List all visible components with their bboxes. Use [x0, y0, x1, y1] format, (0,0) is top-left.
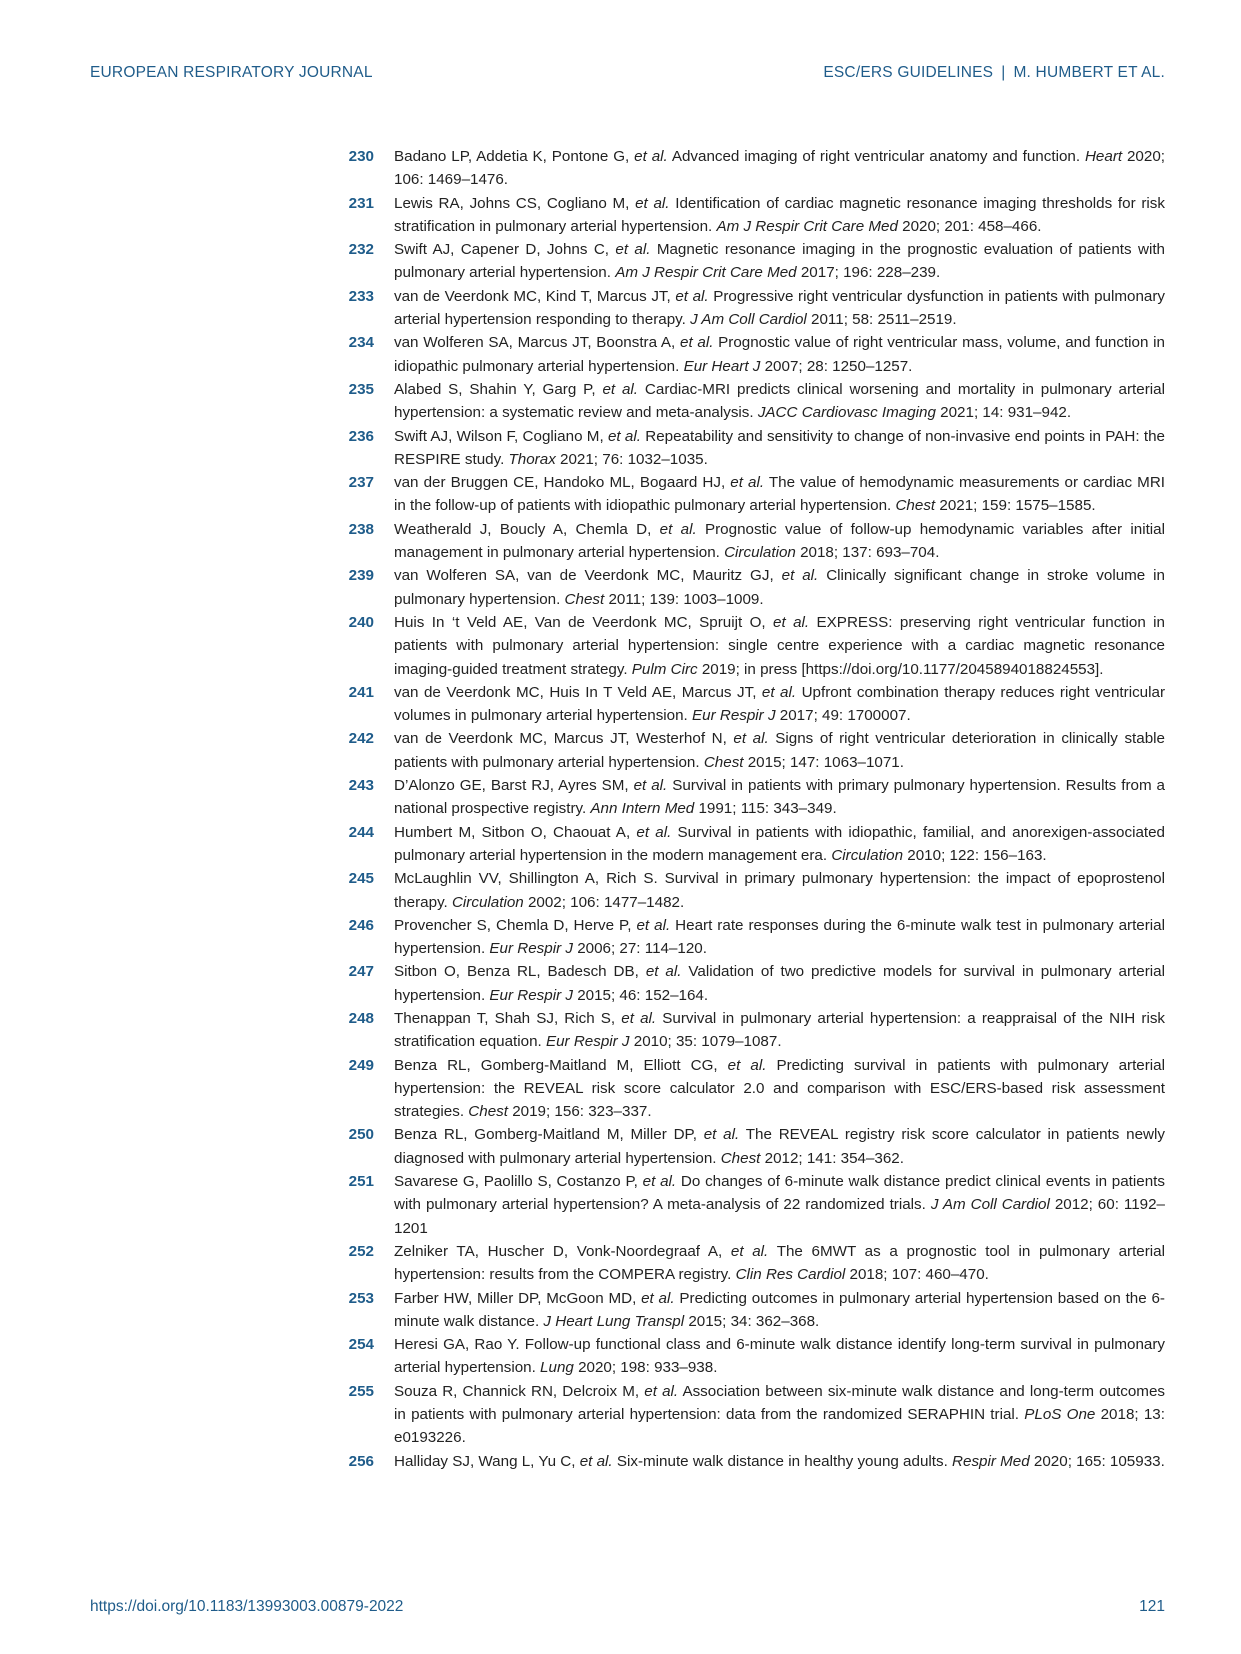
reference-number: 244: [348, 823, 374, 841]
reference-number: 249: [348, 1056, 374, 1074]
reference-journal: Lung: [540, 1359, 574, 1377]
reference-item: [340, 774, 1165, 821]
reference-journal: Am J Respir Crit Care Med: [716, 217, 898, 235]
reference-text: [394, 917, 1165, 957]
reference-text: [394, 1010, 1165, 1050]
reference-etal: et al.: [621, 1009, 657, 1027]
reference-citation: 2007; 28: 1250–1257.: [760, 357, 913, 375]
reference-authors: Heresi GA, Rao Y. Follow-up functional class and 6-minute walk distance identify long-term survival in pulmonary arterial hypertension.: [394, 1336, 1165, 1377]
reference-etal: et al.: [680, 334, 714, 352]
reference-item: [340, 821, 1165, 868]
reference-title: Cardiac-MRI predicts clinical worsening and mortality in pulmonary arterial hypertension: a systematic review and meta-analysis.: [394, 380, 1165, 422]
reference-title: Survival in patients with idiopathic, familial, and anorexigen-associated pulmonary arterial hypertension in the modern management era.: [394, 823, 1166, 864]
reference-item: [340, 727, 1165, 774]
reference-authors: Alabed S, Shahin Y, Garg P,: [394, 380, 603, 398]
reference-text: [394, 963, 1165, 1003]
reference-item: [340, 564, 1165, 611]
reference-authors: Zelniker TA, Huscher D, Vonk-Noordegraaf A,: [394, 1242, 731, 1260]
reference-journal: Am J Respir Crit Care Med: [615, 264, 797, 282]
reference-number: 254: [348, 1336, 374, 1354]
reference-journal: Ann Intern Med: [590, 800, 695, 818]
reference-text: [394, 684, 1165, 724]
reference-text: [394, 1453, 1165, 1470]
reference-etal: et al.: [641, 1289, 675, 1307]
reference-citation: 2011; 139: 1003–1009.: [604, 590, 764, 608]
reference-item: [340, 1450, 1165, 1473]
reference-text: [394, 870, 1165, 910]
reference-journal: Eur Respir J: [489, 986, 573, 1004]
reference-item: [340, 145, 1165, 192]
reference-authors: van Wolferen SA, Marcus JT, Boonstra A,: [394, 334, 680, 352]
reference-text: [394, 1243, 1165, 1283]
reference-authors: Lewis RA, Johns CS, Cogliano M,: [394, 194, 636, 212]
reference-number: 230: [348, 148, 374, 165]
reference-item: [340, 1333, 1165, 1380]
reference-authors: Savarese G, Paolillo S, Costanzo P,: [394, 1173, 643, 1191]
reference-text: [394, 474, 1165, 514]
reference-item: [340, 1380, 1165, 1450]
reference-text: [394, 1336, 1165, 1376]
reference-citation: 2012; 141: 354–362.: [760, 1149, 904, 1167]
reference-authors: Souza R, Channick RN, Delcroix M,: [394, 1382, 645, 1400]
reference-etal: et al.: [633, 777, 668, 795]
reference-title: Predicting survival in patients with pulmonary arterial hypertension: the REVEAL risk score calculator 2.0 and comparison with ESC/ERS-based risk assessment strategies.: [394, 1056, 1166, 1121]
reference-citation: 2019; in press [https://doi.org/10.1177/2045894018824553].: [697, 660, 1104, 678]
reference-item: [340, 378, 1165, 425]
reference-authors: van Wolferen SA, van de Veerdonk MC, Mauritz GJ,: [394, 567, 782, 585]
reference-authors: van de Veerdonk MC, Marcus JT, Westerhof N,: [394, 730, 734, 748]
reference-number: 253: [348, 1289, 374, 1307]
reference-item: [340, 1287, 1165, 1334]
reference-item: [340, 1007, 1165, 1054]
reference-title: EXPRESS: preserving right ventricular function in patients with pulmonary arterial hypertension: single centre experience with a cardiac magnetic resonance imaging-guided treatment strategy.: [394, 613, 1165, 678]
reference-number: 235: [348, 380, 374, 398]
reference-item: [340, 471, 1165, 518]
reference-number: 236: [348, 427, 374, 445]
reference-number: 251: [348, 1173, 374, 1191]
reference-authors: Benza RL, Gomberg-Maitland M, Elliott CG,: [394, 1056, 728, 1074]
reference-text: [394, 195, 1165, 235]
reference-authors: Humbert M, Sitbon O, Chaouat A,: [394, 823, 637, 841]
reference-citation: 2002; 106: 1477–1482.: [523, 893, 685, 911]
reference-journal: J Heart Lung Transpl: [543, 1312, 685, 1330]
reference-etal: et al.: [607, 427, 641, 445]
running-head: [823, 64, 1165, 82]
reference-journal: Eur Respir J: [545, 1033, 630, 1051]
reference-etal: et al.: [636, 916, 671, 934]
reference-etal: et al.: [644, 1382, 679, 1400]
reference-title: Predicting outcomes in pulmonary arterial hypertension based on the 6-minute walk distance.: [394, 1289, 1165, 1330]
reference-etal: et al.: [730, 1242, 769, 1260]
reference-number: 250: [348, 1126, 374, 1144]
reference-title: Six-minute walk distance in healthy young adults.: [612, 1452, 953, 1470]
reference-text: [394, 567, 1165, 607]
reference-number: 239: [348, 567, 374, 585]
reference-journal: Chest: [720, 1149, 761, 1167]
reference-text: [394, 614, 1165, 678]
reference-authors: Thenappan T, Shah SJ, Rich S,: [394, 1009, 622, 1027]
reference-journal: Respir Med: [952, 1452, 1030, 1470]
reference-authors: Huis In ‘t Veld AE, Van de Veerdonk MC, Spruijt O,: [394, 613, 774, 631]
reference-number: 232: [348, 241, 374, 259]
reference-etal: et al.: [615, 241, 651, 259]
reference-etal: et al.: [727, 1056, 767, 1074]
authors-label: M. HUMBERT ET AL.: [1013, 64, 1165, 81]
reference-citation: 2021; 14: 931–942.: [935, 404, 1072, 422]
reference-item: [340, 1240, 1165, 1287]
reference-title: Prognostic value of follow-up hemodynamic variables after initial management in pulmonary arterial hypertension.: [394, 520, 1165, 562]
reference-authors: van de Veerdonk MC, Kind T, Marcus JT,: [394, 287, 676, 305]
reference-title: Signs of right ventricular deterioration in clinically stable patients with pulmonary arterial hypertension.: [394, 730, 1165, 771]
reference-number: 246: [348, 916, 374, 934]
reference-authors: McLaughlin VV, Shillington A, Rich S. Survival in primary pulmonary hypertension: the impact of epoprostenol therapy.: [394, 870, 1165, 911]
reference-title: Do changes of 6-minute walk distance predict clinical events in patients with pulmonary arterial hypertension? A meta-analysis of 22 randomized trials.: [394, 1173, 1165, 1214]
reference-text: [394, 521, 1165, 561]
reference-authors: van de Veerdonk MC, Huis In T Veld AE, Marcus JT,: [394, 683, 762, 701]
reference-authors: Halliday SJ, Wang L, Yu C,: [394, 1452, 580, 1470]
reference-etal: et al.: [761, 683, 797, 701]
guidelines-label: ESC/ERS GUIDELINES: [823, 64, 994, 81]
reference-title: Heart rate responses during the 6-minute walk test in pulmonary arterial hypertension.: [394, 916, 1165, 958]
reference-title: Magnetic resonance imaging in the prognostic evaluation of patients with pulmonary arterial hypertension.: [394, 241, 1165, 282]
reference-journal: Thorax: [508, 450, 556, 468]
reference-citation: 2015; 46: 152–164.: [572, 986, 709, 1004]
reference-number: 241: [348, 683, 374, 701]
reference-citation: 2018; 13: e0193226.: [394, 1406, 1165, 1447]
reference-item: [340, 192, 1165, 239]
reference-citation: 2020; 106: 1469–1476.: [394, 148, 1165, 189]
reference-journal: Eur Respir J: [692, 707, 776, 725]
reference-text: [394, 1290, 1165, 1330]
reference-authors: Weatherald J, Boucly A, Chemla D,: [394, 520, 660, 538]
reference-item: [340, 331, 1165, 378]
reference-item: [340, 611, 1165, 681]
reference-journal: J Am Coll Cardiol: [930, 1196, 1050, 1214]
reference-number: 252: [348, 1242, 374, 1260]
reference-journal: PLoS One: [1024, 1406, 1096, 1424]
reference-etal: et al.: [635, 194, 670, 212]
reference-citation: 2017; 49: 1700007.: [775, 707, 911, 725]
reference-citation: 2012; 60: 1192–1201: [394, 1196, 1166, 1237]
reference-etal: et al.: [602, 380, 639, 398]
reference-citation: 2021; 159: 1575–1585.: [935, 497, 1096, 515]
reference-authors: Benza RL, Gomberg-Maitland M, Miller DP,: [394, 1126, 704, 1144]
reference-authors: Sitbon O, Benza RL, Badesch DB,: [394, 963, 646, 981]
reference-text: [394, 381, 1165, 421]
reference-number: 245: [348, 870, 374, 888]
reference-citation: 2011; 58: 2511–2519.: [806, 311, 957, 329]
reference-journal: Chest: [895, 497, 936, 515]
reference-title: Prognostic value of right ventricular mass, volume, and function in idiopathic pulmonary arterial hypertension.: [394, 334, 1165, 375]
reference-citation: 2015; 147: 1063–1071.: [743, 753, 904, 771]
reference-citation: 2018; 137: 693–704.: [795, 544, 940, 562]
reference-item: [340, 960, 1165, 1007]
reference-number: 234: [348, 334, 374, 352]
reference-text: [394, 777, 1165, 817]
reference-title: Survival in patients with primary pulmonary hypertension. Results from a national prospective registry.: [394, 777, 1166, 818]
reference-citation: 2021; 76: 1032–1035.: [555, 450, 708, 468]
reference-title: Survival in pulmonary arterial hypertension: a reappraisal of the NIH risk stratification equation.: [394, 1009, 1166, 1051]
reference-text: [394, 241, 1165, 281]
reference-citation: 2017; 196: 228–239.: [796, 264, 941, 282]
reference-title: Association between six-minute walk distance and long-term outcomes in patients with pulmonary arterial hypertension: data from the randomized SERAPHIN trial.: [394, 1382, 1166, 1424]
reference-journal: J Am Coll Cardiol: [690, 311, 807, 329]
reference-item: [340, 518, 1165, 565]
reference-journal: Eur Respir J: [489, 940, 573, 958]
reference-journal: Chest: [468, 1103, 508, 1121]
reference-etal: et al.: [733, 730, 769, 748]
reference-number: 255: [348, 1382, 374, 1400]
reference-authors: D’Alonzo GE, Barst RJ, Ayres SM,: [394, 777, 634, 795]
reference-item: [340, 1170, 1165, 1240]
reference-journal: Circulation: [451, 893, 524, 911]
reference-item: [340, 238, 1165, 285]
reference-authors: Swift AJ, Wilson F, Cogliano M,: [394, 427, 608, 445]
reference-title: Repeatability and sensitivity to change of non-invasive end points in PAH: the RESPIRE study.: [394, 427, 1165, 468]
reference-journal: JACC Cardiovasc Imaging: [757, 404, 936, 422]
reference-etal: et al.: [642, 1173, 677, 1191]
reference-text: [394, 824, 1165, 864]
reference-authors: Farber HW, Miller DP, McGoon MD,: [394, 1289, 642, 1307]
reference-citation: 2020; 201: 458–466.: [897, 217, 1042, 235]
reference-number: 243: [348, 777, 374, 795]
reference-citation: 1991; 115: 343–349.: [694, 800, 837, 818]
reference-title: The REVEAL registry risk score calculator in patients newly diagnosed with pulmonary arterial hypertension.: [394, 1126, 1165, 1167]
reference-text: [394, 1126, 1165, 1166]
reference-etal: et al.: [773, 613, 810, 631]
reference-item: [340, 1054, 1165, 1124]
reference-text: [394, 428, 1165, 468]
reference-title: The value of hemodynamic measurements or cardiac MRI in the follow-up of patients with idiopathic pulmonary arterial hypertension.: [394, 474, 1166, 515]
reference-text: [394, 1173, 1165, 1237]
reference-journal: Circulation: [831, 846, 904, 864]
reference-number: 237: [348, 474, 374, 492]
reference-etal: et al.: [634, 148, 668, 165]
reference-citation: 2006; 27: 114–120.: [572, 940, 707, 958]
reference-title: Identification of cardiac magnetic resonance imaging thresholds for risk stratification in pulmonary arterial hypertension.: [394, 194, 1165, 235]
reference-journal: Clin Res Cardiol: [735, 1266, 846, 1284]
reference-title: Validation of two predictive models for survival in pulmonary arterial hypertension.: [394, 963, 1165, 1004]
reference-item: [340, 285, 1165, 332]
reference-citation: 2010; 35: 1079–1087.: [629, 1033, 782, 1051]
reference-number: 242: [348, 730, 374, 748]
reference-item: [340, 1123, 1165, 1170]
header-separator: |: [1001, 64, 1006, 81]
reference-etal: et al.: [636, 823, 672, 841]
reference-citation: 2020; 165: 105933.: [1029, 1452, 1165, 1470]
reference-etal: et al.: [730, 474, 765, 492]
reference-list: [340, 145, 1165, 1473]
reference-etal: et al.: [781, 567, 819, 585]
reference-journal: Circulation: [724, 544, 796, 562]
reference-number: 256: [348, 1452, 374, 1470]
reference-text: [394, 730, 1165, 770]
reference-text: [394, 1383, 1165, 1447]
reference-text: [394, 1057, 1165, 1121]
reference-journal: Heart: [1084, 148, 1123, 165]
reference-item: [340, 681, 1165, 728]
reference-number: 247: [348, 963, 374, 981]
reference-citation: 2010; 122: 156–163.: [903, 846, 1047, 864]
journal-name: EUROPEAN RESPIRATORY JOURNAL: [90, 64, 373, 81]
reference-authors: Badano LP, Addetia K, Pontone G,: [394, 148, 635, 165]
reference-etal: et al.: [703, 1126, 740, 1144]
reference-citation: 2019; 156: 323–337.: [507, 1103, 652, 1121]
reference-item: [340, 867, 1165, 914]
reference-authors: van der Bruggen CE, Handoko ML, Bogaard HJ,: [394, 474, 731, 492]
page-number: 121: [1139, 1598, 1165, 1615]
reference-journal: Chest: [564, 590, 605, 608]
reference-citation: 2020; 198: 933–938.: [573, 1359, 718, 1377]
reference-text: [394, 288, 1165, 328]
reference-title: The 6MWT as a prognostic tool in pulmonary arterial hypertension: results from the COMPERA registry.: [394, 1242, 1165, 1284]
reference-etal: et al.: [675, 287, 709, 305]
reference-journal: Eur Heart J: [683, 357, 761, 375]
reference-authors: Provencher S, Chemla D, Herve P,: [394, 916, 637, 934]
reference-citation: 2015; 34: 362–368.: [684, 1312, 820, 1330]
reference-number: 231: [348, 194, 374, 212]
doi-link[interactable]: https://doi.org/10.1183/13993003.00879-2022: [90, 1598, 404, 1615]
reference-etal: et al.: [645, 963, 682, 981]
reference-text: [394, 334, 1165, 374]
reference-journal: Pulm Circ: [631, 660, 698, 678]
reference-number: 238: [348, 520, 374, 538]
reference-title: Clinically significant change in stroke volume in pulmonary hypertension.: [394, 567, 1165, 608]
reference-number: 240: [348, 613, 374, 631]
reference-number: 233: [348, 287, 374, 305]
reference-journal: Chest: [703, 753, 744, 771]
reference-text: [394, 148, 1165, 188]
reference-authors: Swift AJ, Capener D, Johns C,: [394, 241, 616, 259]
reference-item: [340, 914, 1165, 961]
reference-item: [340, 425, 1165, 472]
reference-title: Upfront combination therapy reduces right ventricular volumes in pulmonary arterial hypertension.: [394, 683, 1166, 725]
reference-etal: et al.: [579, 1452, 613, 1470]
reference-number: 248: [348, 1009, 374, 1027]
reference-title: Advanced imaging of right ventricular anatomy and function.: [667, 148, 1085, 165]
reference-etal: et al.: [659, 520, 697, 538]
reference-title: Progressive right ventricular dysfunction in patients with pulmonary arterial hypertension responding to therapy.: [394, 287, 1165, 329]
reference-citation: 2018; 107: 460–470.: [845, 1266, 989, 1284]
